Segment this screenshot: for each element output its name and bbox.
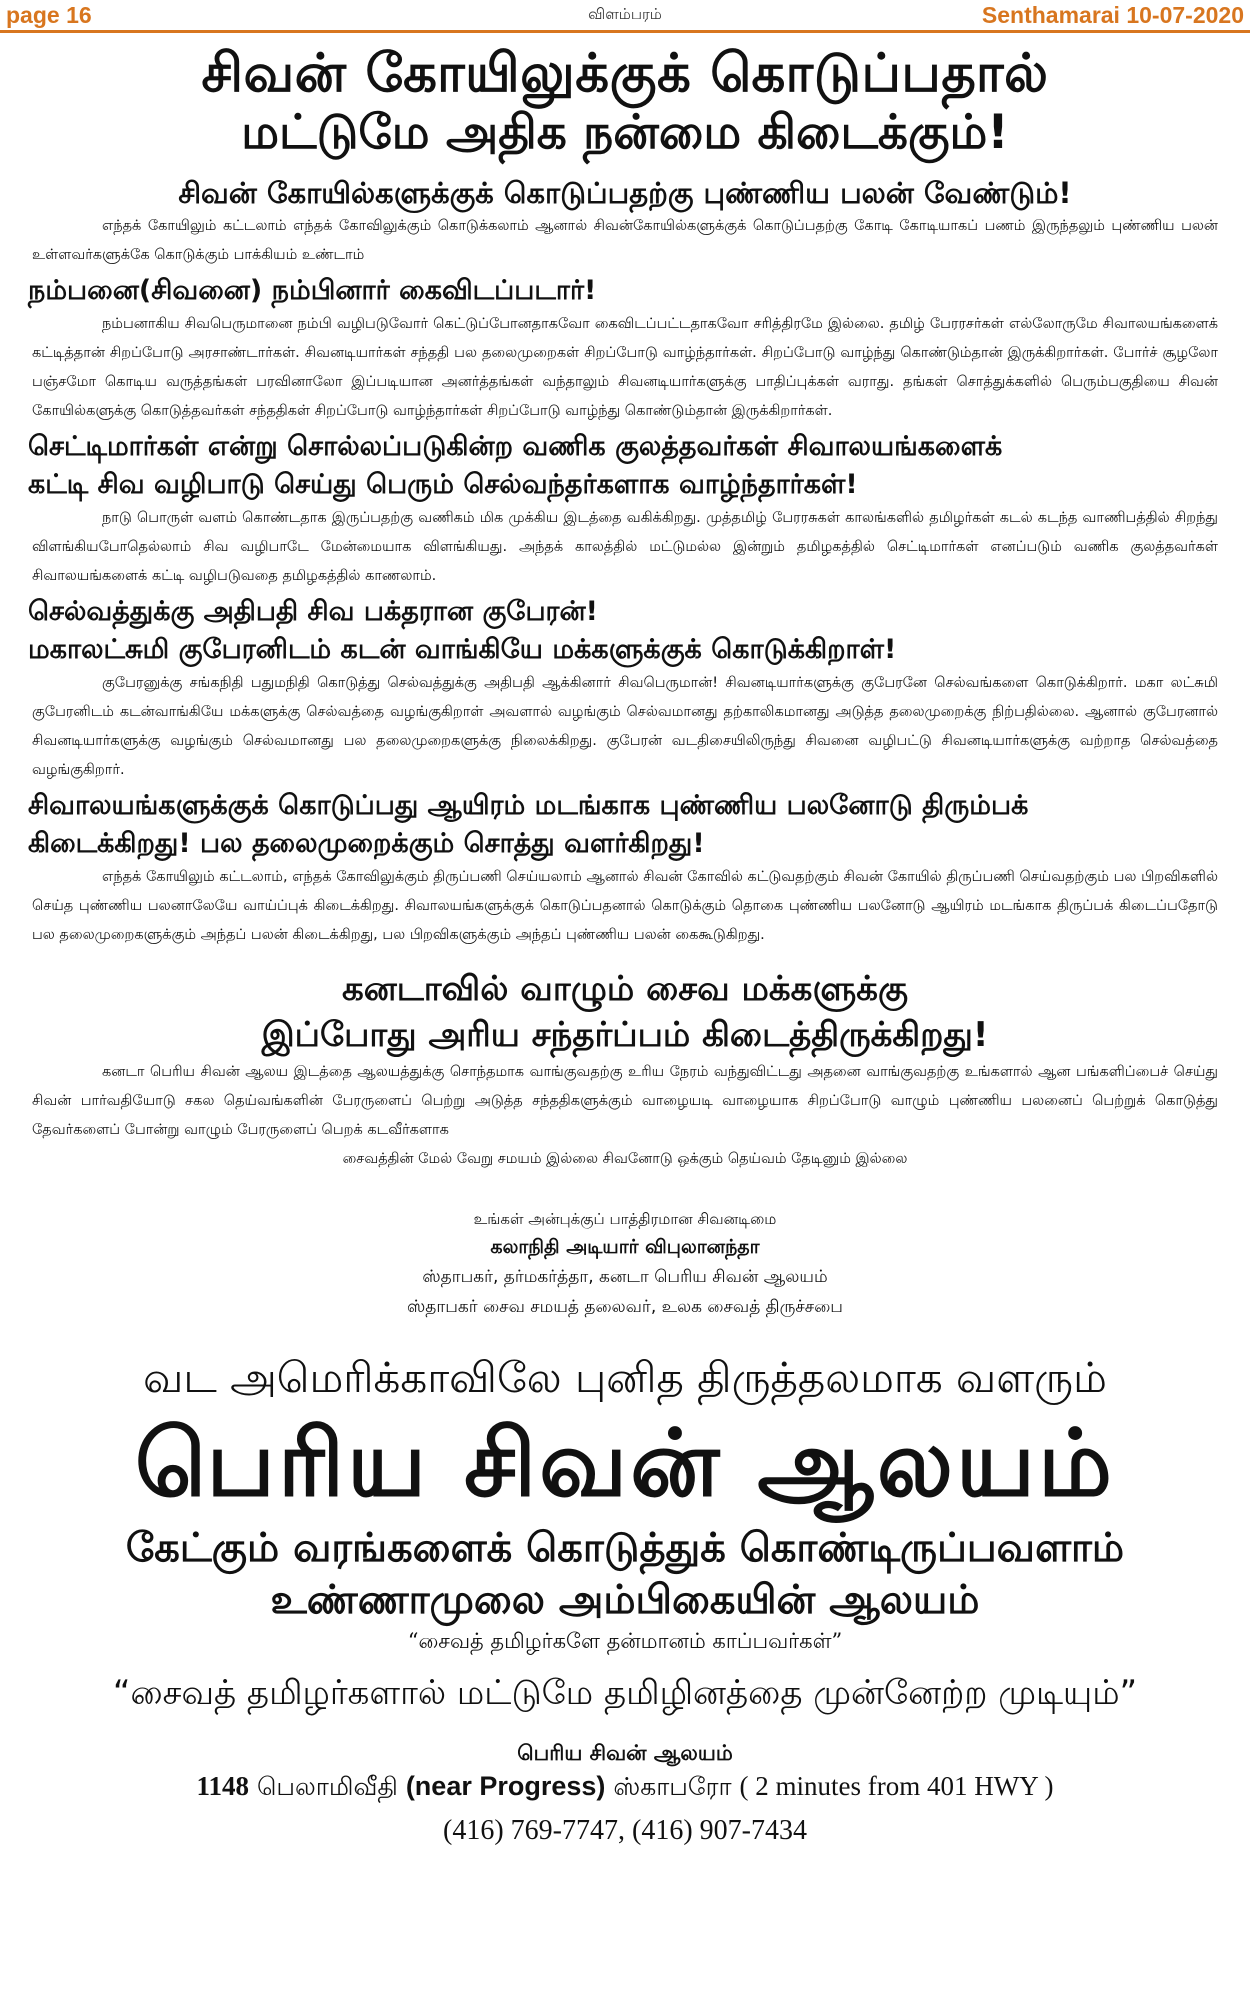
address-number: 1148: [196, 1771, 249, 1801]
intro-paragraph: எந்தக் கோயிலும் கட்டலாம் எந்தக் கோவிலுக்கும் கொடுக்கலாம் ஆனால் சிவன்கோயில்களுக்குக் கொடுப்பதற்கு கோடி கோடியாகப் பணம் இருந்தலும் புண்ணிய பலன் உள்ளவர்களுக்கே கொடுக்கும் பாக்கியம் உண்டாம்: [32, 218, 1218, 263]
section-paragraph-1: நம்பனாகிய சிவபெருமானை நம்பி வழிபடுவோர் கெட்டுப்போனதாகவோ கைவிடப்பட்டதாகவோ சரித்திரமே இல்லை. தமிழ் பேரரசர்கள் எல்லோருமே சிவாலயங்களைக் கட்டித்தான் சிறப்போடு அரசாண்டார்கள். சிவனடியார்கள் சந்ததி பல தலைமுறைகள் சிறப்போடு வாழ்ந்தார்கள். சிறப்போடு வாழ்ந்து கொண்டும்தான் இருக்கிறார்கள். போர்ச் சூழலோ பஞ்சமோ கொடிய வருத்தங்கள் பரவினாலோ இப்படியான அனர்த்தங்கள் வந்தாலும் சிவனடியார்களுக்கு பாதிப்புக்கள் வராது. தங்கள் சொத்துக்களில் பெரும்பகுதியை சிவன் கோயில்களுக்கு கொடுத்தவர்கள் சந்ததிகள் சிறப்போடு வாழ்ந்தார்கள் சிறப்போடு வாழ்ந்து கொண்டும்தான் இருக்கிறார்கள்.: [32, 316, 1218, 419]
section-paragraph-2: நாடு பொருள் வளம் கொண்டதாக இருப்பதற்கு வணிகம் மிக முக்கிய இடத்தை வகிக்கிறது. முத்தமிழ் பேரரசுகள் காலங்களில் தமிழர்கள் கடல் கடந்த வாணிபத்தில் சிறந்து விளங்கியபோதெல்லாம் சிவ வழிபாடே மேன்மையாக விளங்கியது. அந்தக் காலத்தில் மட்டுமல்ல இன்றும் தமிழகத்தில் செட்டிமார்கள் எனப்படும் வணிக குலத்தவர்கள் சிவாலயங்களைக் கட்டி வழிபடுவதை தமிழகத்தில் காணலாம்.: [32, 510, 1218, 584]
address-city: ஸ்காபரோ: [613, 1772, 732, 1801]
signature-name: கலாநிதி அடியார் விபுலானந்தா: [490, 1236, 760, 1258]
section-heading-2a: செட்டிமார்கள் என்று சொல்லப்படுகின்ற வணிக குலத்தவர்கள் சிவாலயங்களைக்: [28, 431, 1003, 462]
contact-phones: (416) 769-7747, (416) 907-7434: [443, 1815, 807, 1846]
advertisement: [28, 44, 1222, 1851]
banner-line-1: வட அமெரிக்காவிலே புனித திருத்தலமாக வளரும்: [143, 1353, 1107, 1402]
section-heading-3a: செல்வத்துக்கு அதிபதி சிவ பக்தரான குபேரன்!: [28, 596, 598, 627]
address-near: (near Progress): [405, 1771, 606, 1801]
page-header: [0, 0, 1250, 33]
canada-heading-2: இப்போது அரிய சந்தர்ப்பம் கிடைத்திருக்கிறது!: [261, 1015, 989, 1055]
address-street: பெலாமிவீதி: [256, 1772, 398, 1801]
canada-heading-1: கனடாவில் வாழும் சைவ மக்களுக்கு: [342, 969, 908, 1009]
headline-line-1: சிவன் கோயிலுக்குக் கொடுப்பதால்: [201, 43, 1049, 104]
contact-address: [28, 1768, 1222, 1805]
page-number: page 16: [6, 2, 92, 28]
banner-line-3: கேட்கும் வரங்களைக் கொடுத்துக் கொண்டிருப்பவளாம்: [125, 1524, 1125, 1571]
canada-closing: சைவத்தின் மேல் வேறு சமயம் இல்லை சிவனோடு ஒக்கும் தெய்வம் தேடினும் இல்லை: [342, 1151, 908, 1167]
banner-line-4: உண்ணாமுலை அம்பிகையின் ஆலயம்: [270, 1576, 980, 1623]
publication-date: Senthamarai 10-07-2020: [981, 2, 1244, 28]
section-paragraph-4: எந்தக் கோயிலும் கட்டலாம், எந்தக் கோவிலுக்கும் திருப்பணி செய்யலாம் ஆனால் சிவன் கோவில் கட்டுவதற்கும் சிவன் கோயில் திருப்பணி செய்வதற்கும் பல பிறவிகளில் செய்த புண்ணிய பலனாலேயே வாய்ப்புக் கிடைக்கிறது. சிவாலயங்களுக்குக் கொடுப்பதனால் கொடுக்கும் தொகை புண்ணிய பலனோடு ஆயிரம் மடங்காக திருப்பக் கிடைப்பதோடு பல தலைமுறைகளுக்கும் அந்தப் பலன் கிடைக்கிறது, பல பிறவிகளுக்கும் அந்தப் புண்ணிய பலன் கைகூடுகிறது.: [32, 869, 1218, 943]
banner-quote-1: “சைவத் தமிழர்களே தன்மானம் காப்பவர்கள்”: [407, 1629, 843, 1653]
signature-title-2: ஸ்தாபகர் சைவ சமயத் தலைவர், உலக சைவத் திருச்சபை: [407, 1297, 843, 1317]
section-heading-3b: மகாலட்சுமி குபேரனிடம் கடன் வாங்கியே மக்களுக்குக் கொடுக்கிறாள்!: [28, 634, 897, 665]
signature-block: [28, 1206, 1222, 1322]
subheadline: சிவன் கோயில்களுக்குக் கொடுப்பதற்கு புண்ணிய பலன் வேண்டும்!: [178, 176, 1072, 210]
section-label: விளம்பரம்: [588, 6, 662, 23]
signature-title-1: ஸ்தாபகர், தர்மகர்த்தா, கனடா பெரிய சிவன் ஆலயம்: [422, 1267, 828, 1287]
banner-quote-2: “சைவத் தமிழர்களால் மட்டுமே தமிழினத்தை முன்னேற்ற முடியும்”: [112, 1673, 1138, 1713]
signature-line-1: உங்கள் அன்புக்குப் பாத்திரமான சிவனடிமை: [473, 1210, 777, 1228]
section-heading-4a: சிவாலயங்களுக்குக் கொடுப்பது ஆயிரம் மடங்காக புண்ணிய பலனோடு திரும்பக்: [28, 790, 1029, 821]
canada-paragraph: கனடா பெரிய சிவன் ஆலய இடத்தை ஆலயத்துக்கு சொந்தமாக வாங்குவதற்கு உரிய நேரம் வந்துவிட்டது அதனை வாங்குவதற்கு உங்களால் ஆன பங்களிப்பைச் செய்து சிவன் பார்வதியோடு சகல தெய்வங்களின் பேரருளைப் பெற்று அடுத்த சந்ததிகளுக்கும் வாழையடி வாழையாக சிறப்போடு வாழும் புண்ணிய பலனைப் பெற்றுக் கொடுத்து தேவர்களைப் போன்று வாழும் பேரருளைப் பெறக் கடவீர்களாக: [32, 1064, 1218, 1138]
section-heading-1: நம்பனை(சிவனை) நம்பினார் கைவிடப்படார்!: [28, 275, 597, 306]
contact-temple-name: பெரிய சிவன் ஆலயம்: [517, 1740, 733, 1765]
section-heading-2b: கட்டி சிவ வழிபாடு செய்து பெரும் செல்வந்தர்களாக வாழ்ந்தார்கள்!: [28, 469, 858, 500]
address-minutes: ( 2 minutes from 401 HWY ): [739, 1771, 1054, 1801]
banner-title: பெரிய சிவன் ஆலயம்: [134, 1409, 1116, 1517]
section-heading-4b: கிடைக்கிறது! பல தலைமுறைக்கும் சொத்து வளர்கிறது!: [28, 828, 705, 859]
section-paragraph-3: குபேரனுக்கு சங்கநிதி பதுமநிதி கொடுத்து செல்வத்துக்கு அதிபதி ஆக்கினார் சிவபெருமான்! சிவனடியார்களுக்கு குபேரனே செல்வங்களை கொடுக்கிறார். மகா லட்சுமி குபேரனிடம் கடன்வாங்கியே மக்களுக்கு செல்வத்தை வழங்குகிறாள் அவளால் வழங்கும் செல்வமானது தற்காலிகமானது அடுத்த தலைமுறைக்கு நிற்பதில்லை. ஆனால் குபேரனால் சிவனடியார்களுக்கு வழங்கும் செல்வமானது பல தலைமுறைகளுக்கு நிலைக்கிறது. குபேரன் வடதிசையிலிருந்து சிவனை வழிபட்டு சிவனடியார்களுக்கு வற்றாத செல்வத்தை வழங்குகிறார்.: [32, 675, 1218, 778]
headline-line-2: மட்டுமே அதிக நன்மை கிடைக்கும்!: [241, 105, 1009, 160]
